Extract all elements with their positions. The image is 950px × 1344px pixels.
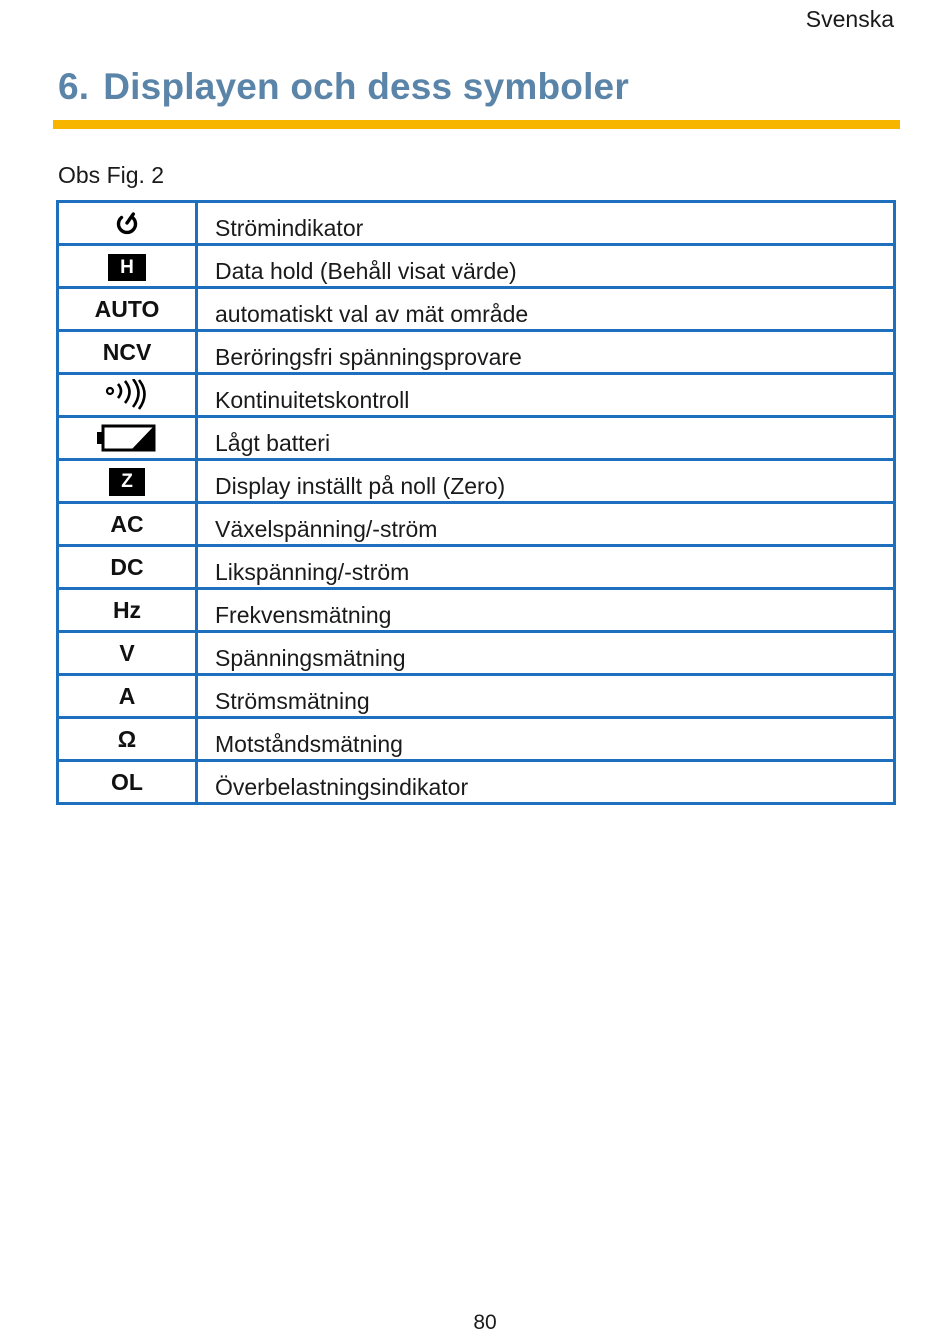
language-label: Svenska bbox=[805, 6, 894, 32]
table-row bbox=[58, 589, 895, 632]
table-row bbox=[58, 675, 895, 718]
symbol-cell bbox=[58, 202, 197, 245]
symbol-cell: A bbox=[58, 675, 197, 718]
table-row bbox=[58, 331, 895, 374]
description-cell: Likspänning/-ström bbox=[197, 546, 895, 589]
description-cell: Spänningsmätning bbox=[197, 632, 895, 675]
page-number: 80 bbox=[473, 1311, 497, 1334]
continuity-icon bbox=[104, 379, 150, 411]
symbol-cell: AC bbox=[58, 503, 197, 546]
table-row bbox=[58, 503, 895, 546]
symbol-cell bbox=[58, 245, 197, 288]
table-row bbox=[58, 374, 895, 417]
table-row bbox=[58, 202, 895, 245]
table-row bbox=[58, 718, 895, 761]
description-cell: Data hold (Behåll visat värde) bbox=[197, 245, 895, 288]
symbols-table bbox=[56, 200, 896, 805]
hold-icon: H bbox=[108, 254, 146, 281]
description-cell: Växelspänning/-ström bbox=[197, 503, 895, 546]
table-row bbox=[58, 546, 895, 589]
table-row bbox=[58, 761, 895, 804]
symbol-cell bbox=[58, 417, 197, 460]
zero-icon: Z bbox=[109, 468, 145, 496]
symbol-cell: DC bbox=[58, 546, 197, 589]
figure-reference: Obs Fig. 2 bbox=[58, 162, 165, 188]
table-row bbox=[58, 460, 895, 503]
symbol-cell: V bbox=[58, 632, 197, 675]
low-battery-icon bbox=[97, 424, 157, 452]
description-cell: Överbelastningsindikator bbox=[197, 761, 895, 804]
symbol-cell bbox=[58, 460, 197, 503]
symbol-cell: OL bbox=[58, 761, 197, 804]
table-row bbox=[58, 417, 895, 460]
description-cell: Motståndsmätning bbox=[197, 718, 895, 761]
table-row bbox=[58, 632, 895, 675]
description-cell: Display inställt på noll (Zero) bbox=[197, 460, 895, 503]
section-heading bbox=[58, 66, 629, 108]
table-row bbox=[58, 288, 895, 331]
symbol-cell: AUTO bbox=[58, 288, 197, 331]
symbol-cell bbox=[58, 374, 197, 417]
section-number: 6. bbox=[58, 66, 90, 107]
symbol-cell: NCV bbox=[58, 331, 197, 374]
description-cell: Beröringsfri spänningsprovare bbox=[197, 331, 895, 374]
description-cell: Strömindikator bbox=[197, 202, 895, 245]
description-cell: Lågt batteri bbox=[197, 417, 895, 460]
table-row bbox=[58, 245, 895, 288]
description-cell: automatiskt val av mät område bbox=[197, 288, 895, 331]
heading-rule bbox=[53, 120, 900, 129]
section-title: Displayen och dess symboler bbox=[103, 66, 629, 107]
power-icon bbox=[113, 209, 141, 237]
description-cell: Kontinuitetskontroll bbox=[197, 374, 895, 417]
symbol-cell: Hz bbox=[58, 589, 197, 632]
symbol-cell: Ω bbox=[58, 718, 197, 761]
description-cell: Frekvensmätning bbox=[197, 589, 895, 632]
description-cell: Strömsmätning bbox=[197, 675, 895, 718]
